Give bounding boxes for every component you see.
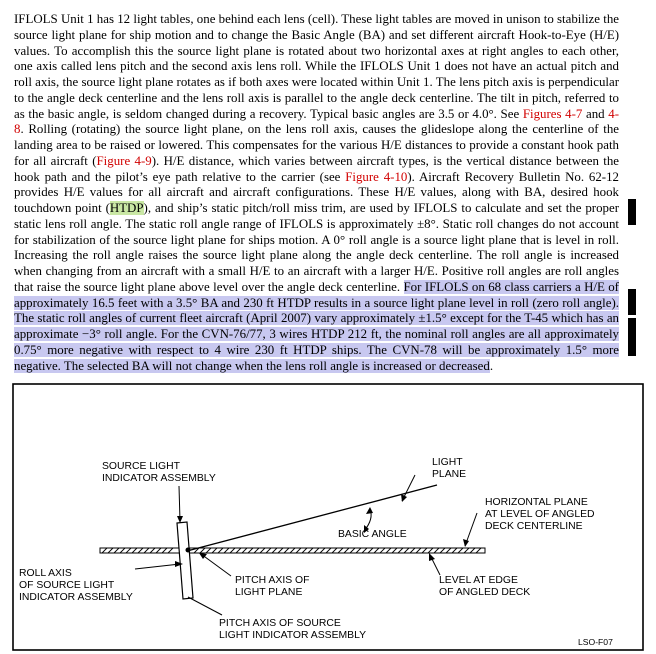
change-bar-2 — [628, 289, 636, 315]
figure-link-4-9[interactable]: Figure 4-9 — [96, 153, 152, 168]
pitch-axis-point — [186, 548, 191, 553]
paragraph-text-5: ), and ship’s static pitch/roll miss trim, are used by IFLOLS to calculate and set the proper static lens roll angle. The static roll angle range of IFLOLS is approximately ±8°. Static roll changes do not account for stabilization of the source light plane for ships motion. A 0° roll angle is a source light plane that is level in roll. Increasing the roll angle raises the source light plane along the angle deck centerline. The roll angle is increased when changing from an aircraft with a small H/E to an aircraft with a larger H/E. Positive roll angles are roll angles that raise the source light plane above level over the angle deck centerline. — [14, 201, 619, 294]
paragraph-text-and: and — [582, 106, 609, 121]
pitch-axis-light-label: PITCH AXIS OF LIGHT PLANE — [235, 575, 310, 598]
paragraph-text-2: . Rolling (rotating) the source light plane, on the lens roll axis, causes the glideslope along the centerline of the landing area to be raised or lowered. This compensates for the various H/E distances to provide a constant hook path for all aircraft ( — [14, 122, 619, 168]
horizontal-plane-label: HORIZONTAL PLANE AT LEVEL OF ANGLED DECK CENTERLINE — [485, 497, 595, 532]
change-bar-3 — [628, 318, 636, 356]
lens-geometry-figure — [12, 383, 644, 651]
paragraph-text-3: ). H/E distance, which varies between aircraft types, is the vertical distance between the hook path and the pilot’s eye path relative to the carrier (see — [14, 153, 620, 184]
figure-link-4-7[interactable]: Figures 4-7 — [522, 106, 583, 121]
roll-axis-label: ROLL AXIS OF SOURCE LIGHT INDICATOR ASSEMBLY — [19, 568, 133, 603]
body-paragraph — [14, 12, 619, 374]
selected-text-highlight[interactable]: For IFLOLS on 68 class carriers a H/E of approximately 16.5 feet with a 3.5° BA and 230 ft HTDP results in a source light plane level in roll (zero roll angle). The static roll angles of current fleet aircraft (April 2007) vary approximately ±1.5° except for the T-45 which has an approximate −3° roll angle. For the CVN-76/77, 3 wires HTDP 212 ft, the nominal roll angles are all approximately 0.75° more negative with respect to 4 wire 230 ft HTDP ships. The CVN-78 will be approximately 1.5° more negative. The selected BA will not change when the lens roll angle is increased or decreased — [14, 279, 619, 373]
source-light-label: SOURCE LIGHT INDICATOR ASSEMBLY — [102, 461, 216, 484]
figure-link-4-10[interactable]: Figure 4-10 — [345, 169, 408, 184]
level-edge-label: LEVEL AT EDGE OF ANGLED DECK — [439, 575, 531, 598]
paragraph-text-1: IFLOLS Unit 1 has 12 light tables, one behind each lens (cell). These light tables are moved in unison to stabilize the source light plane for ship motion and to change the Basic Angle (BA) and set different aircraft Hook-to-Eye (H/E) values. To accomplish this the source light plane is rotated about two horizontal axes at right angles to each other, one axis called lens pitch and the second axis lens roll. While the IFLOLS Unit 1 does not have an actual pitch and roll axis, the source light plane rotates as if both axes were located within Unit 1. The lens pitch axis is perpendicular to the angle deck centerline and the lens roll axis is parallel to the angle deck centerline. The tilt in pitch, referred to as the basic angle, is seldom changed during a recovery. Typical basic angles are 3.5 or 4.0°. See — [14, 12, 619, 121]
figure-id: LSO-F07 — [578, 637, 613, 647]
figure-link-4-8[interactable]: 4-8 — [14, 106, 620, 137]
light-plane-label: LIGHT PLANE — [432, 457, 467, 480]
paragraph-text-end: . — [489, 358, 494, 373]
paragraph-text-4: ). Aircraft Recovery Bulletin No. 62-12 provides H/E values for all aircraft and aircraft configurations. These H/E values, along with BA, desired hook touchdown point ( — [14, 169, 619, 215]
deck-line — [100, 548, 485, 553]
htdp-highlight[interactable]: HTDP — [109, 201, 144, 215]
pitch-axis-source-label: PITCH AXIS OF SOURCE LIGHT INDICATOR ASSEMBLY — [219, 618, 367, 641]
change-bar-1 — [628, 199, 636, 225]
basic-angle-label: BASIC ANGLE — [338, 529, 407, 540]
